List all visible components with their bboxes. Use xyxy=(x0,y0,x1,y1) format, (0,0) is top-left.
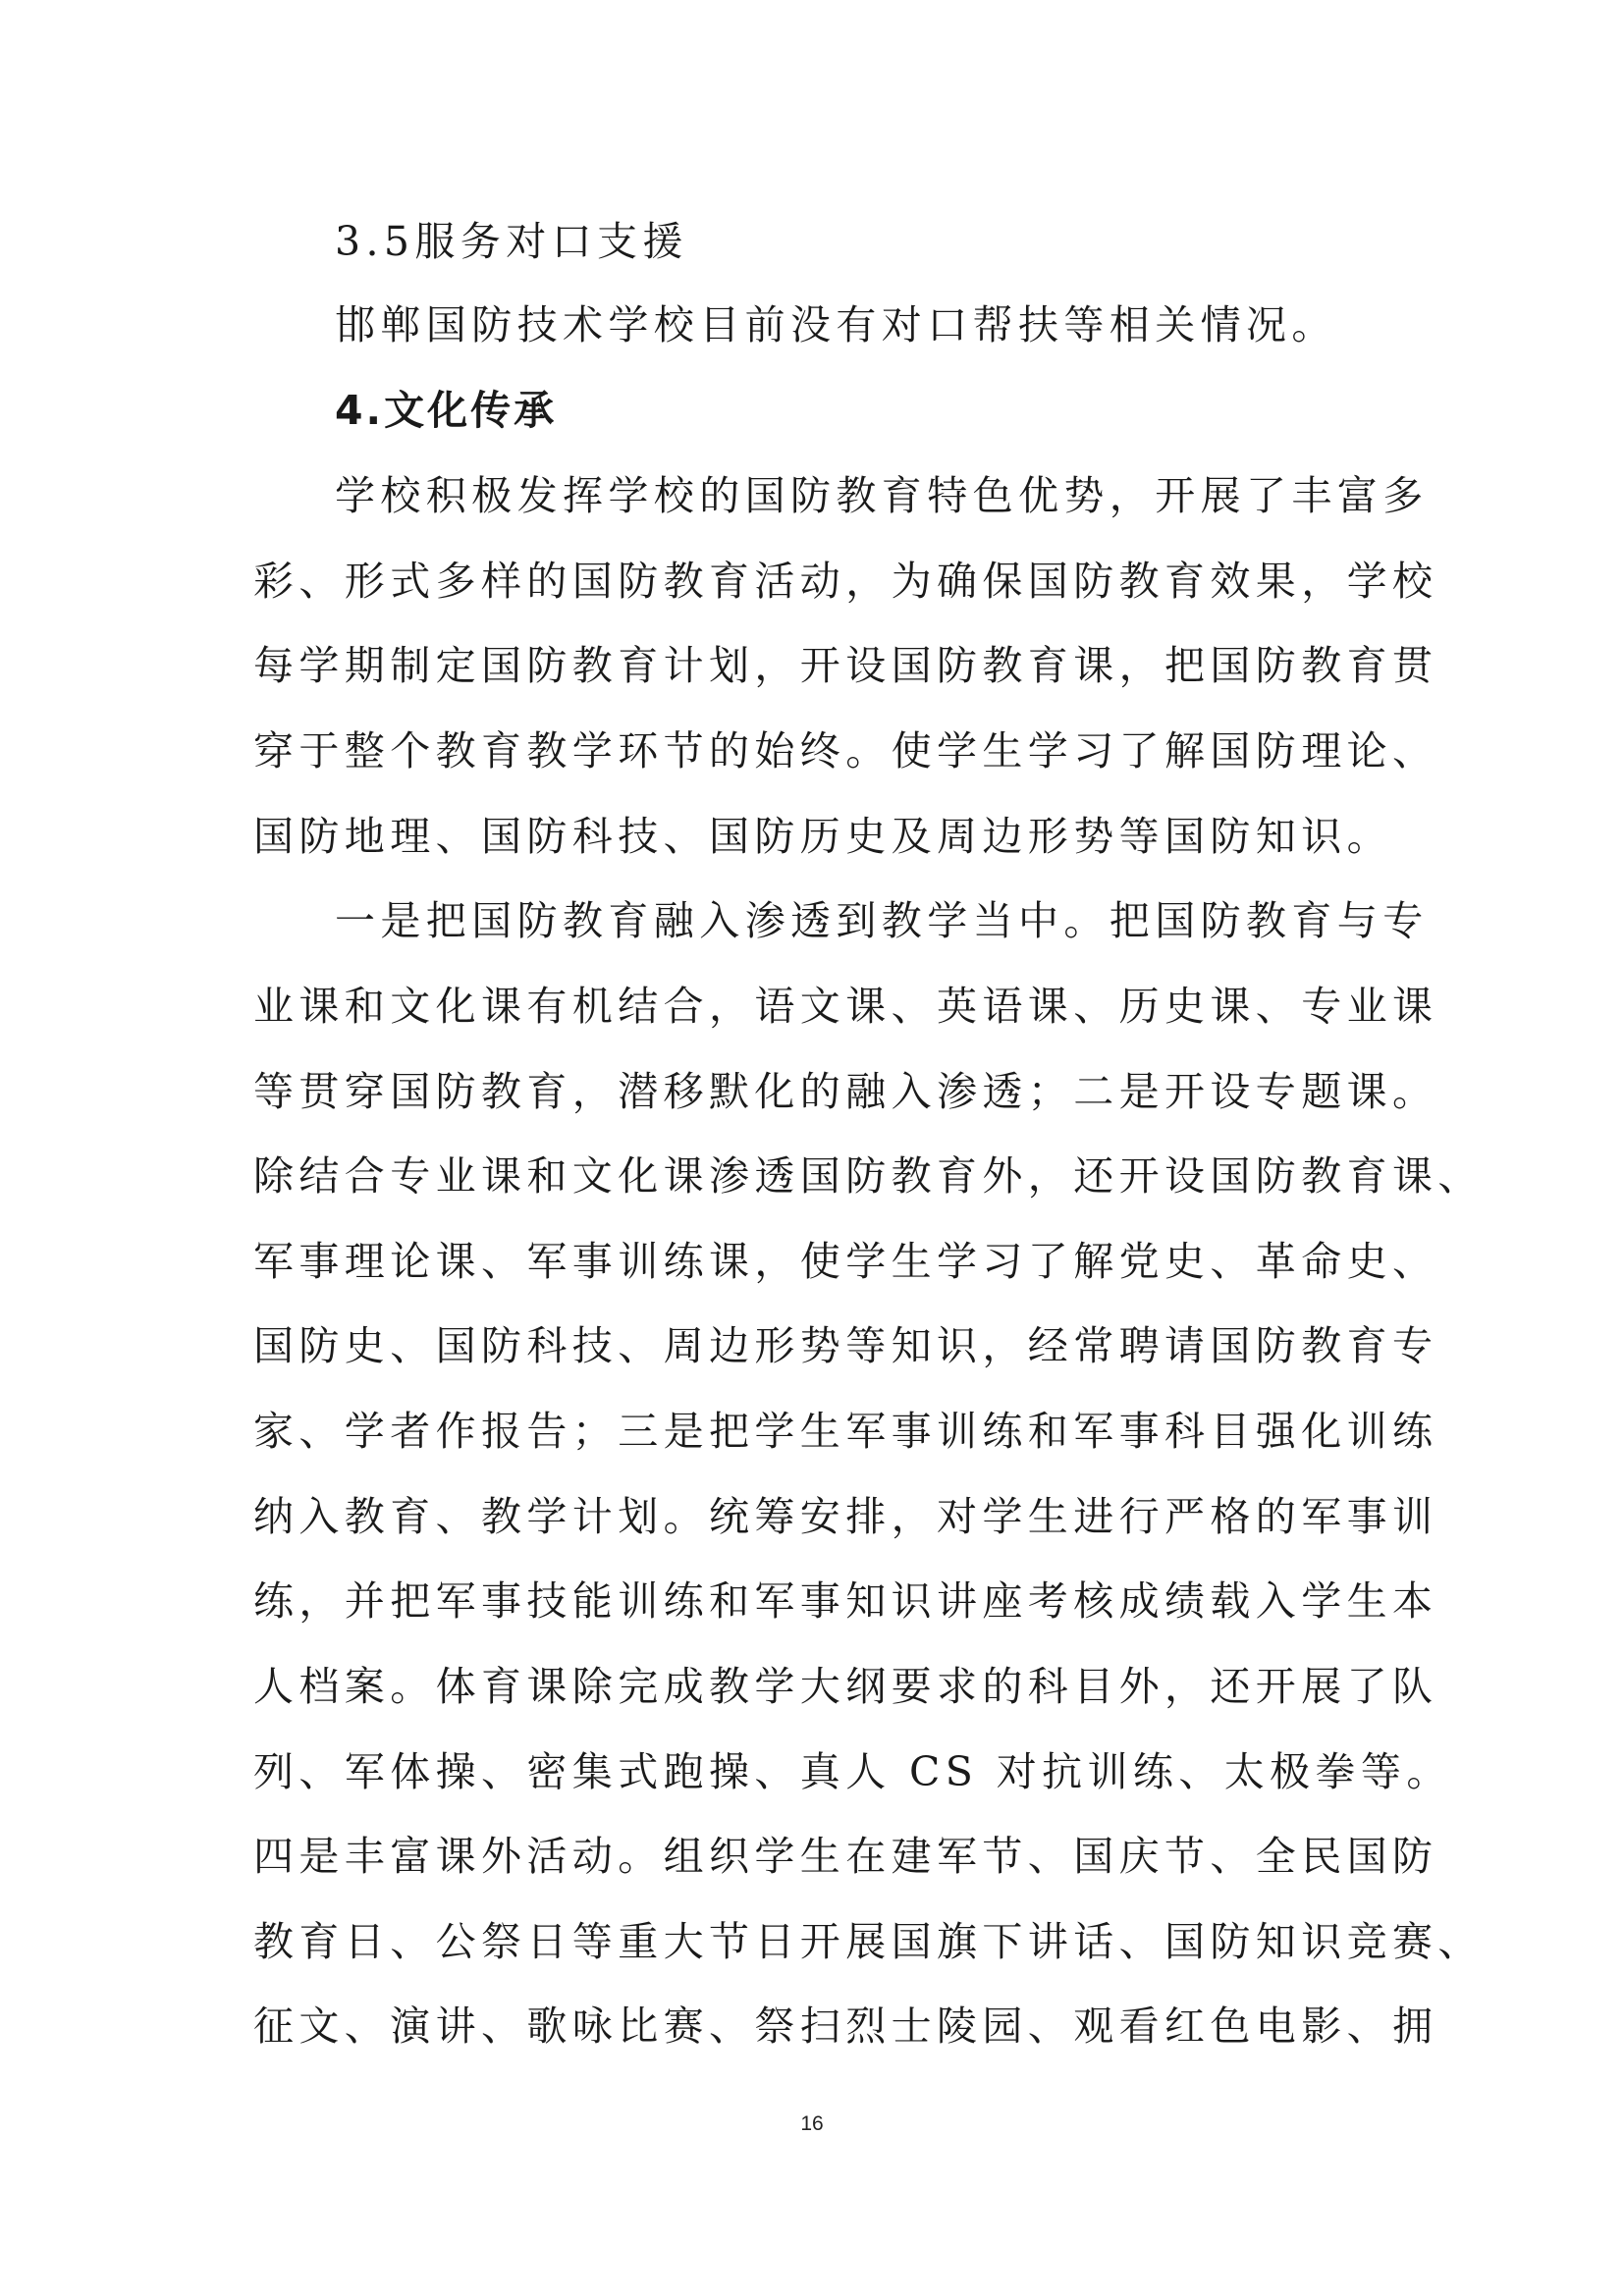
paragraph-line: 国防地理、国防科技、国防历史及周边形势等国防知识。 xyxy=(253,813,1392,860)
paragraph-line: 四是丰富课外活动。组织学生在建军节、国庆节、全民国防 xyxy=(253,1833,1438,1880)
paragraph-line: 等贯穿国防教育，潜移默化的融入渗透；二是开设专题课。 xyxy=(253,1068,1438,1115)
section-heading-4: 4.文化传承 xyxy=(335,387,558,434)
paragraph-line: 列、军体操、密集式跑操、真人 CS 对抗训练、太极拳等。 xyxy=(253,1748,1452,1795)
paragraph-line: 军事理论课、军事训练课，使学生学习了解党史、革命史、 xyxy=(253,1238,1438,1285)
paragraph-line: 邯郸国防技术学校目前没有对口帮扶等相关情况。 xyxy=(335,301,1337,348)
paragraph-line: 教育日、公祭日等重大节日开展国旗下讲话、国防知识竞赛、 xyxy=(253,1918,1484,1965)
paragraph-line: 家、学者作报告；三是把学生军事训练和军事科目强化训练 xyxy=(253,1408,1438,1455)
paragraph-line: 彩、形式多样的国防教育活动，为确保国防教育效果，学校 xyxy=(253,558,1438,605)
section-heading-3-5: 3.5服务对口支援 xyxy=(335,218,688,265)
paragraph-line: 每学期制定国防教育计划，开设国防教育课，把国防教育贯 xyxy=(253,642,1438,689)
paragraph-line: 纳入教育、教学计划。统筹安排，对学生进行严格的军事训 xyxy=(253,1493,1438,1540)
paragraph-line: 除结合专业课和文化课渗透国防教育外，还开设国防教育课、 xyxy=(253,1152,1484,1200)
page-number: 16 xyxy=(800,2112,824,2135)
paragraph-line: 练，并把军事技能训练和军事知识讲座考核成绩载入学生本 xyxy=(253,1577,1438,1625)
paragraph-line: 学校积极发挥学校的国防教育特色优势，开展了丰富多 xyxy=(335,472,1429,519)
paragraph-line: 人档案。体育课除完成教学大纲要求的科目外，还开展了队 xyxy=(253,1663,1438,1710)
paragraph-line: 征文、演讲、歌咏比赛、祭扫烈士陵园、观看红色电影、拥 xyxy=(253,2002,1438,2050)
paragraph-line: 穿于整个教育教学环节的始终。使学生学习了解国防理论、 xyxy=(253,727,1438,774)
paragraph-line: 国防史、国防科技、周边形势等知识，经常聘请国防教育专 xyxy=(253,1322,1438,1369)
paragraph-line: 业课和文化课有机结合，语文课、英语课、历史课、专业课 xyxy=(253,983,1438,1030)
paragraph-line: 一是把国防教育融入渗透到教学当中。把国防教育与专 xyxy=(335,897,1429,944)
